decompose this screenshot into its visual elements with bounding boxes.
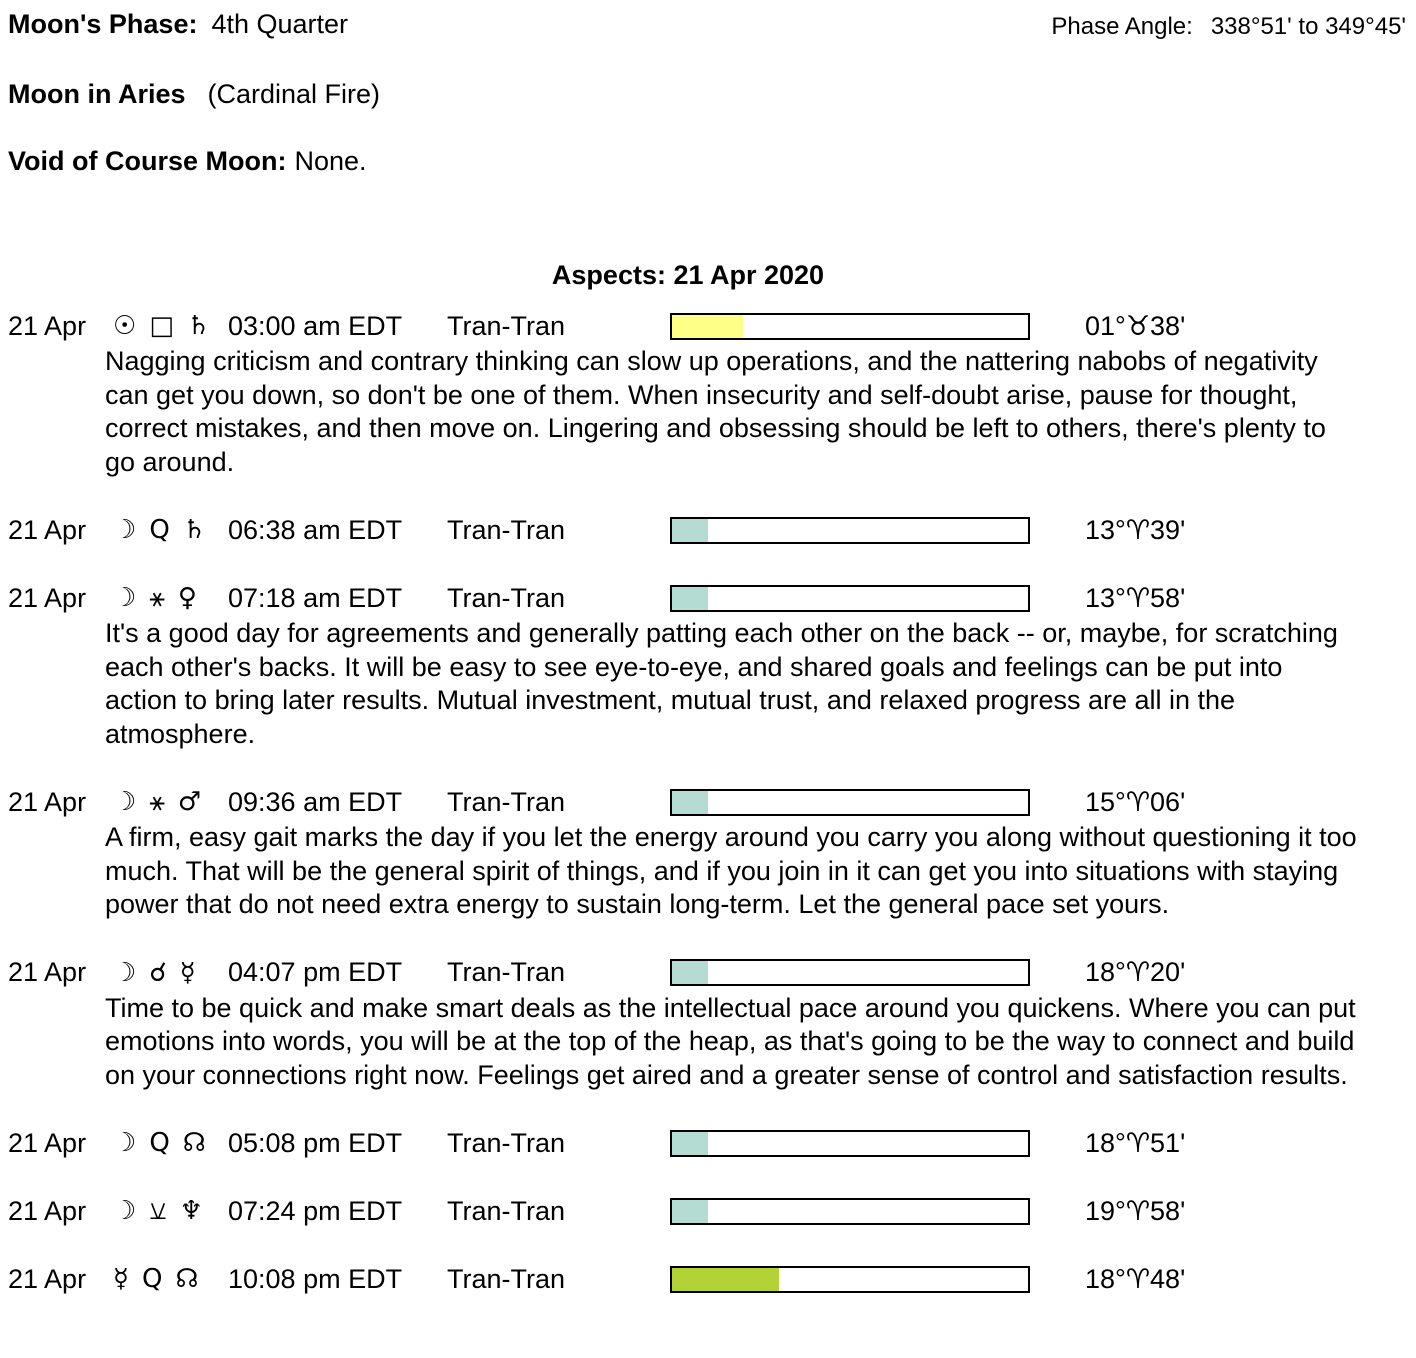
- aspect-type: Tran-Tran: [447, 1263, 566, 1294]
- aspect-row-line: [8, 1194, 1408, 1228]
- aspect-row: [8, 956, 1408, 1093]
- orb-progress-fill: [672, 519, 708, 542]
- saturn-icon: ♄: [186, 311, 211, 341]
- moon-sign-quality: (Cardinal Fire): [207, 79, 381, 109]
- orb-progress-fill: [672, 791, 708, 814]
- aspect-date: 21 Apr: [8, 1263, 87, 1294]
- aspect-time: 09:36 am EDT: [228, 786, 403, 817]
- venus-icon: ♀: [177, 583, 197, 613]
- aspect-time: 07:24 pm EDT: [228, 1195, 403, 1226]
- aspect-time: 03:00 am EDT: [228, 310, 403, 341]
- aspect-description: Nagging criticism and contrary thinking can slow up operations, and the nattering nabobs of negativity can get you down, so don't be one of them. When insecurity and self-doubt arise, pause for thought, correct mistakes, and then move on. Lingering and obsessing should be left to others, there's plenty to go around.: [105, 346, 1326, 477]
- aspect-date: 21 Apr: [8, 1127, 87, 1158]
- aspect-glyphs: [113, 1128, 228, 1158]
- moon-phase-label: Moon's Phase:: [8, 9, 198, 39]
- aspect-description: Time to be quick and make smart deals as the intellectual pace around you quickens. Where you can put emotions into words, you will be at the top of the heap, as that's going to be the way to connect and build on your connections right now. Feelings get aired and a greater sense of control and satisfaction results.: [105, 992, 1356, 1090]
- aspect-type: Tran-Tran: [447, 957, 566, 987]
- orb-progress-bar: [670, 517, 1030, 544]
- aspect-row-line: [8, 513, 1408, 547]
- aspect-degree: 18°♈51': [1085, 1127, 1186, 1158]
- aspect-glyphs: [113, 311, 228, 341]
- aspect-row-line: [8, 956, 1408, 990]
- aspect-glyphs: [113, 583, 228, 614]
- orb-progress-bar: [670, 1266, 1030, 1293]
- aspect-date: 21 Apr: [8, 310, 87, 341]
- aspect-degree: 19°♈58': [1085, 1195, 1186, 1226]
- aspect-row-line: [8, 1126, 1408, 1160]
- aspect-date: 21 Apr: [8, 957, 87, 987]
- aspect-glyphs: [113, 1196, 228, 1227]
- moon-sign-line: [8, 78, 1408, 110]
- aspect-degree: 18°♈48': [1085, 1263, 1186, 1294]
- saturn-icon: ♄: [182, 515, 207, 545]
- quintile-icon: Q: [141, 1264, 163, 1294]
- aspect-row: [8, 1126, 1408, 1160]
- aspect-glyphs: [113, 515, 228, 545]
- phase-angle-value: 338°51' to 349°45': [1210, 13, 1406, 40]
- aspect-type: Tran-Tran: [447, 582, 566, 613]
- aspect-degree: 15°♈06': [1085, 786, 1186, 817]
- phase-angle-label: Phase Angle:: [1051, 13, 1193, 40]
- moon-phase-value: 4th Quarter: [211, 9, 349, 39]
- orb-progress-bar: [670, 1198, 1030, 1225]
- void-of-course-value: None.: [294, 146, 367, 176]
- aspect-row-line: [8, 581, 1408, 615]
- aspect-glyphs: [113, 958, 228, 988]
- quintile-icon: Q: [149, 1128, 170, 1158]
- orb-progress-fill: [672, 315, 743, 338]
- aspect-description: A firm, easy gait marks the day if you let the energy around you carry you along without questioning it too much. That will be the general spirit of things, and if you join in it can get you into situations with staying power that do not need extra energy to sustain long-term. Let the general pace set yours.: [105, 822, 1357, 919]
- sextile-icon: ⚹: [149, 786, 165, 817]
- aspect-type: Tran-Tran: [447, 514, 566, 545]
- aspect-date: 21 Apr: [8, 1195, 87, 1226]
- aspect-row-line: [8, 309, 1408, 343]
- void-of-course-line: [8, 145, 1408, 177]
- aspect-time: 05:08 pm EDT: [228, 1127, 403, 1158]
- moon-icon: ☽: [113, 1128, 137, 1158]
- orb-progress-fill: [672, 961, 708, 984]
- aspect-list: [8, 309, 1408, 1296]
- orb-progress-bar: [670, 959, 1030, 986]
- aspect-date: 21 Apr: [8, 786, 87, 817]
- moon-sign: Moon in Aries: [8, 79, 186, 109]
- mars-icon: ♂: [177, 787, 202, 817]
- moon-phase-line: [8, 8, 348, 40]
- aspect-row: [8, 581, 1408, 751]
- aspect-time: 04:07 pm EDT: [228, 957, 403, 987]
- aspect-type: Tran-Tran: [447, 786, 566, 817]
- aspect-row: [8, 1262, 1408, 1296]
- aspect-glyphs: [113, 787, 228, 818]
- aspect-row-line: [8, 785, 1408, 819]
- phase-angle-line: [1051, 8, 1408, 43]
- aspect-degree: 01°♉38': [1085, 310, 1186, 341]
- conjunction-icon: ☌: [149, 957, 167, 988]
- orb-progress-bar: [670, 585, 1030, 612]
- orb-progress-bar: [670, 789, 1030, 816]
- aspect-date: 21 Apr: [8, 582, 87, 613]
- quintile-icon: Q: [149, 515, 170, 545]
- semisextile-icon: ⚺: [149, 1195, 167, 1226]
- header-top-row: [8, 8, 1408, 43]
- orb-progress-fill: [672, 1200, 708, 1223]
- aspect-row: [8, 785, 1408, 922]
- sextile-icon: ⚹: [149, 582, 165, 613]
- aspect-degree: 13°♈58': [1085, 582, 1186, 613]
- aspect-degree: 13°♈39': [1085, 514, 1186, 545]
- sun-icon: ☉: [113, 311, 137, 341]
- aspect-row-line: [8, 1262, 1408, 1296]
- orb-progress-bar: [670, 1130, 1030, 1157]
- moon-icon: ☽: [113, 583, 137, 613]
- aspect-row: [8, 513, 1408, 547]
- aspect-degree: 18°♈20': [1085, 957, 1186, 987]
- aspect-type: Tran-Tran: [447, 1127, 566, 1158]
- mercury-icon: ☿: [113, 1264, 129, 1294]
- moon-icon: ☽: [113, 787, 137, 817]
- orb-progress-bar: [670, 313, 1030, 340]
- orb-progress-fill: [672, 1132, 708, 1155]
- neptune-icon: ♆: [179, 1196, 203, 1226]
- moon-icon: ☽: [113, 1196, 137, 1226]
- orb-progress-fill: [672, 587, 708, 610]
- moon-icon: ☽: [113, 957, 137, 988]
- aspect-type: Tran-Tran: [447, 1195, 566, 1226]
- aspect-description: It's a good day for agreements and generally patting each other on the back -- or, maybe, for scratching each other's backs. It will be easy to see eye-to-eye, and shared goals and feelings can be put into action to bring later results. Mutual investment, mutual trust, and relaxed progress are all in the atmosphere.: [105, 618, 1338, 749]
- void-of-course-label: Void of Course Moon:: [8, 146, 287, 176]
- mercury-icon: ☿: [179, 957, 196, 988]
- aspect-time: 07:18 am EDT: [228, 582, 403, 613]
- aspect-time: 06:38 am EDT: [228, 514, 403, 545]
- square-icon: □: [149, 311, 174, 341]
- aspects-title: Aspects: 21 Apr 2020: [551, 260, 825, 290]
- aspect-row: [8, 1194, 1408, 1228]
- aspect-glyphs: [113, 1264, 228, 1294]
- aspect-time: 10:08 pm EDT: [228, 1263, 403, 1294]
- moon-icon: ☽: [113, 515, 137, 545]
- aspect-row: [8, 309, 1408, 479]
- aspect-type: Tran-Tran: [447, 310, 566, 341]
- north-node-icon: ☊: [182, 1128, 206, 1158]
- aspect-date: 21 Apr: [8, 514, 87, 545]
- north-node-icon: ☊: [175, 1264, 199, 1294]
- orb-progress-fill: [672, 1268, 779, 1291]
